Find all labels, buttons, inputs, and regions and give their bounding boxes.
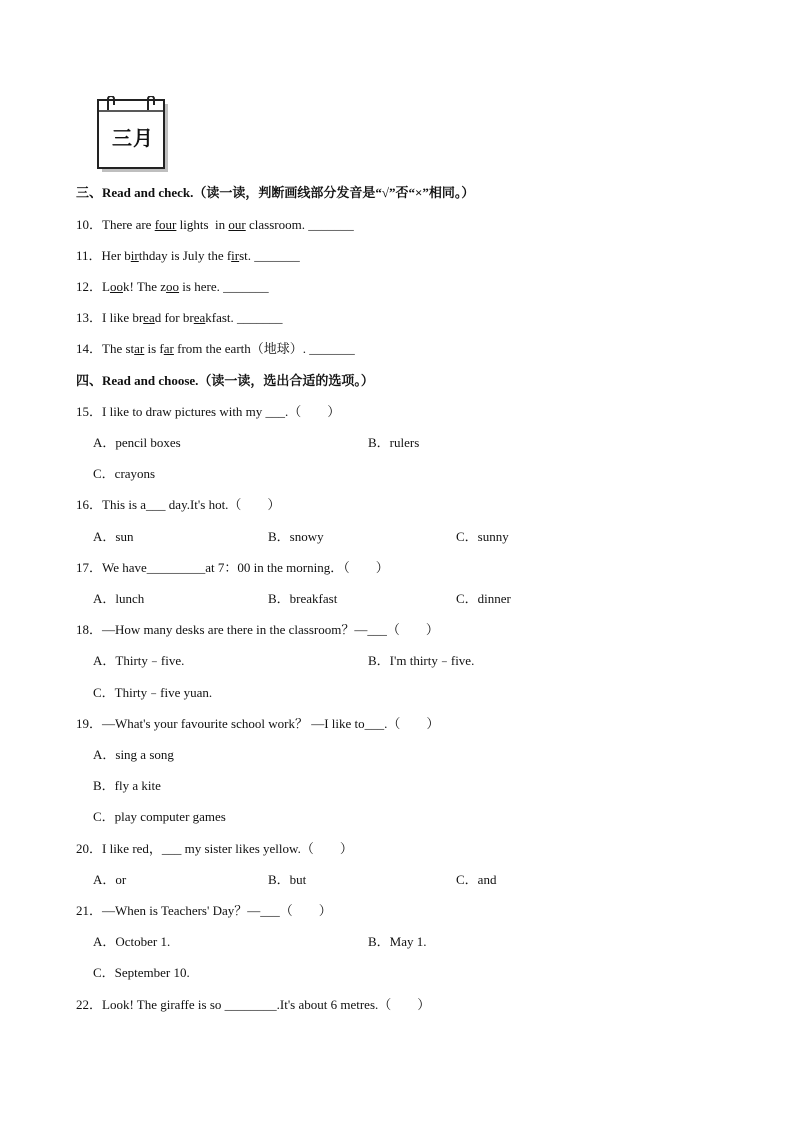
calendar-image xyxy=(96,96,170,174)
question-19-option-c: C．play computer games xyxy=(93,809,226,824)
question-20-option-c: C．and xyxy=(456,872,497,887)
question-19-option-a: A．sing a song xyxy=(93,747,174,762)
question-16-option-c: C．sunny xyxy=(456,529,509,544)
question-17-option-b: B．breakfast xyxy=(268,591,338,606)
question-15-option-c: C．crayons xyxy=(93,466,156,481)
question-20-option-a: A．or xyxy=(93,872,127,887)
question-18-option-a: A．Thirty﹣five. xyxy=(93,653,185,668)
question-16-option-b: B．snowy xyxy=(268,529,324,544)
question-14: 14．The star is far from the earth（地球）. _______ xyxy=(76,341,355,356)
calendar-text: 三月 xyxy=(112,126,154,150)
question-19: 19．—What's your favourite school work？ —I like to___.（ ） xyxy=(76,716,440,731)
question-15: 15．I like to draw pictures with my ___.（ ） xyxy=(76,404,341,419)
question-16: 16．This is a___ day.It's hot.（ ） xyxy=(76,497,281,512)
question-21-option-a: A．October 1. xyxy=(93,934,171,949)
question-11: 11．Her birthday is July the first. _______ xyxy=(76,248,300,263)
question-18-option-b: B．I'm thirty﹣five. xyxy=(368,653,475,668)
question-17: 17．We have_________at 7：00 in the morning．（ ） xyxy=(76,560,389,575)
question-15-option-a: A．pencil boxes xyxy=(93,435,181,450)
question-21-option-c: C．September 10. xyxy=(93,965,190,980)
question-18: 18．—How many desks are there in the classroom？—___（ ） xyxy=(76,622,439,637)
question-21-option-b: B．May 1. xyxy=(368,934,427,949)
question-17-option-a: A．lunch xyxy=(93,591,145,606)
question-19-option-b: B．fly a kite xyxy=(93,778,161,793)
question-13: 13．I like bread for breakfast. _______ xyxy=(76,310,283,325)
question-10: 10．There are four lights in our classroom. _______ xyxy=(76,217,354,232)
question-15-option-b: B．rulers xyxy=(368,435,420,450)
question-22: 22．Look! The giraffe is so ________.It's about 6 metres.（ ） xyxy=(76,997,431,1012)
question-20: 20．I like red，___ my sister likes yellow.（ ） xyxy=(76,841,353,856)
question-12: 12．Look! The zoo is here. _______ xyxy=(76,279,269,294)
question-17-option-c: C．dinner xyxy=(456,591,511,606)
question-16-option-a: A．sun xyxy=(93,529,134,544)
section-heading-4: 四、Read and choose.（读一读，选出合适的选项。） xyxy=(76,373,374,388)
section-heading-3: 三、Read and check.（读一读，判断画线部分发音是“√”否“×”相同。） xyxy=(76,185,475,200)
question-20-option-b: B．but xyxy=(268,872,307,887)
question-21: 21．—When is Teachers' Day？—___（ ） xyxy=(76,903,332,918)
question-18-option-c: C．Thirty﹣five yuan. xyxy=(93,685,213,700)
